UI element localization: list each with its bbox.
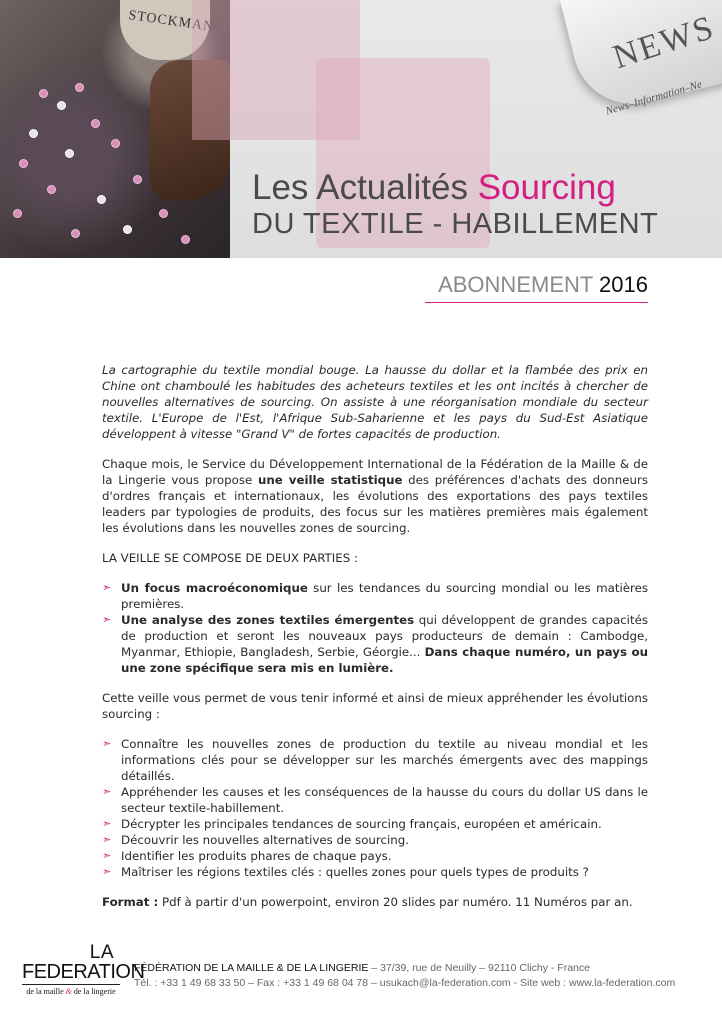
newspaper-tagline: News–Information–Ne [604,78,704,118]
flower-dot [160,210,167,217]
flower-dot [76,84,83,91]
list-item: ➣ Découvrir les nouvelles alternatives de sourcing. [102,833,409,847]
parts-list [102,580,648,676]
footer-org: FÉDÉRATION DE LA MAILLE & DE LA LINGERIE [134,962,369,974]
list-item: ➣ Une analyse des zones textiles émergentes qui développent de grandes capacités de production et seront les nouveaux pays producteurs de demain : Cambodge, Myanmar, Ethiopie, Bangladesh, Serbie, Géorgie... Dans chaque numéro, un pays ou une zone spécifique sera mis en lumière. [102,613,648,675]
flower-dot [134,176,141,183]
list-item: ➣ Appréhender les causes et les conséquences de la hausse du cours du dollar US dans le secteur textile-habillement. [102,785,648,815]
list-item: ➣ Maîtriser les régions textiles clés : quelles zones pour quels types de produits ? [102,865,589,879]
page-subtitle: DU TEXTILE - HABILLEMENT [252,208,659,240]
arrow-bullet-icon: ➣ [102,849,112,862]
flower-dot [48,186,55,193]
benefits-intro: Cette veille vous permet de vous tenir informé et ainsi de mieux appréhender les évolutions sourcing : [102,691,649,721]
arrow-bullet-icon: ➣ [102,785,112,798]
footer-address: – 37/39, rue de Neuilly – 92110 Clichy - France [368,962,590,974]
arrow-bullet-icon: ➣ [102,833,112,846]
list-item: ➣ Un focus macroéconomique sur les tendances du sourcing mondial ou les matières premières. [102,581,648,611]
flower-dot [58,102,65,109]
format-line: Format : Pdf à partir d'un powerpoint, environ 20 slides par numéro. 11 Numéros par an. [102,895,633,909]
flower-dot [14,210,21,217]
arrow-bullet-icon: ➣ [102,865,112,878]
mannequin-label: STOCKMAN [127,8,216,35]
page-title: Les Actualités Sourcing [252,168,616,207]
footer [0,938,722,1024]
arrow-bullet-icon: ➣ [102,581,112,594]
subscription-heading: ABONNEMENT 2016 [438,272,648,297]
arrow-bullet-icon: ➣ [102,737,112,750]
footer-contact [134,961,675,991]
list-item: ➣ Décrypter les principales tendances de sourcing français, européen et américain. [102,817,602,831]
flower-dot [20,160,27,167]
list-item: ➣ Identifier les produits phares de chaque pays. [102,849,392,863]
body-content [102,362,648,924]
newspaper-headline: NEWS [608,8,720,77]
benefits-list [102,736,648,880]
flower-dot [98,196,105,203]
list-item: ➣ Connaître les nouvelles zones de production du textile au niveau mondial et les informations clés pour se développer sur les marchés émergents avec des mappings détaillés. [102,737,648,783]
flower-dot [92,120,99,127]
flower-dot [40,90,47,97]
arrow-bullet-icon: ➣ [102,613,112,626]
heading-divider [425,302,648,303]
header-banner [0,0,722,258]
intro-paragraph: La cartographie du textile mondial bouge. La hausse du dollar et la flambée des prix en Chine ont chamboulé les habitudes des acheteurs textiles et les ont incités à chercher de nouvelles alternatives de sourcing. On assiste à une réorganisation mondiale du secteur textile. L'Europe de l'Est, l'Afrique Sub-Saharienne et les pays du Sud-Est Asiatique développent à vitesse "Grand V" de fortes capacités de production. [102,363,648,441]
title-accent: Sourcing [477,168,616,207]
service-paragraph: Chaque mois, le Service du Développement International de la Fédération de la Maille & de la Lingerie vous propose une veille statistique des préférences d'achats des donneurs d'ordres français et internationaux, les évolutions des exportations des pays textiles leaders par typologies de produits, des focus sur les matières premières mais également les évolutions dans les nouvelles zones de sourcing. [102,457,648,535]
flower-dot [182,236,189,243]
flower-dot [66,150,73,157]
flower-dot [112,140,119,147]
flower-dot [72,230,79,237]
subscription-year: 2016 [599,272,648,297]
flower-dot [30,130,37,137]
federation-logo: LA FEDERATION de la maille & de la lingerie [22,942,145,996]
flower-dot [124,226,131,233]
arrow-bullet-icon: ➣ [102,817,112,830]
section-title: LA VEILLE SE COMPOSE DE DEUX PARTIES : [102,551,358,565]
footer-contact-line: Tél. : +33 1 49 68 33 50 – Fax : +33 1 49 68 04 78 – usukach@la-federation.com - Site web : www.la-federation.com [134,977,676,989]
